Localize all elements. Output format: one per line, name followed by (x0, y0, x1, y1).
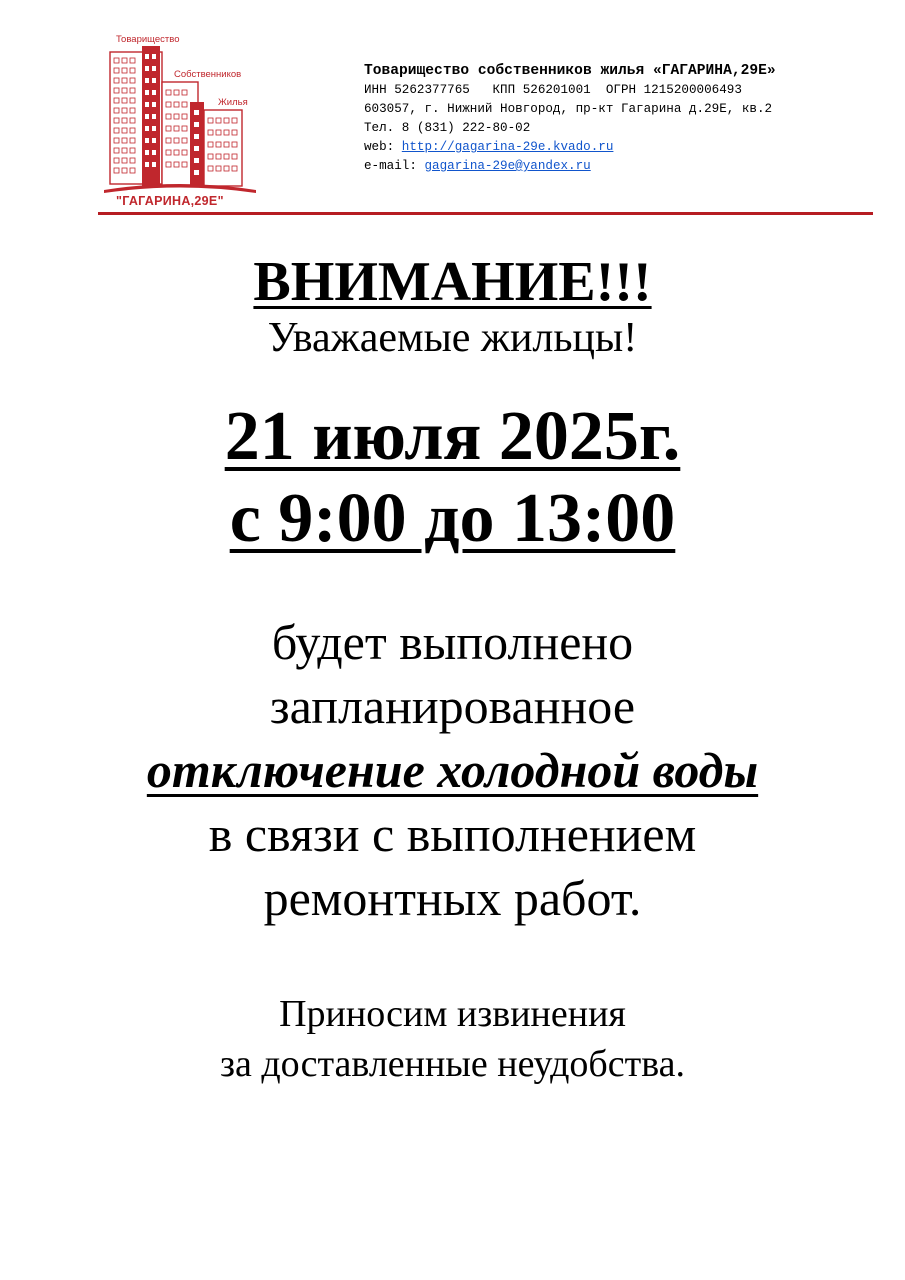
org-address: 603057, г. Нижний Новгород, пр-кт Гагарина д.29Е, кв.2 (364, 102, 773, 116)
hoa-logo (100, 30, 260, 215)
logo-word-partnership: Товарищество (116, 34, 180, 45)
notice-line-3 (0, 740, 905, 800)
attention-text: ВНИМАНИЕ!!! (253, 251, 652, 313)
buildings-icon (100, 30, 260, 215)
org-web-line (364, 138, 776, 157)
email-label: e-mail: (364, 159, 425, 173)
logo-word-owners: Собственников (174, 69, 242, 80)
org-email-line (364, 157, 776, 176)
greeting: Уважаемые жильцы! (267, 315, 638, 361)
outage-date (0, 398, 905, 476)
logo-name: "ГАГАРИНА,29Е" (116, 194, 224, 208)
org-phone: Тел. 8 (831) 222-80-02 (364, 121, 531, 135)
org-ids: ИНН 5262377765 КПП 526201001 ОГРН 1215200006493 (364, 83, 742, 97)
email-link[interactable]: gagarina-29e@yandex.ru (424, 159, 591, 173)
org-info (364, 62, 776, 176)
web-link[interactable]: http://gagarina-29e.kvado.ru (401, 140, 614, 154)
web-label: web: (364, 140, 402, 154)
notice-line-2: запланированное (269, 678, 636, 734)
org-title: Товарищество собственников жилья «ГАГАРИНА,29Е» (364, 63, 776, 79)
apology-line-2: за доставленные неудобства. (219, 1043, 686, 1085)
notice-line-1: будет выполнено (271, 614, 634, 670)
apology-line-1: Приносим извинения (279, 993, 626, 1035)
water-shutoff-text: отключение холодной воды (146, 742, 759, 798)
header-divider (98, 212, 873, 215)
attention-heading (0, 250, 905, 314)
logo-word-housing: Жилья (218, 97, 248, 108)
notice-line-5: ремонтных работ. (263, 870, 642, 926)
outage-date-text: 21 июля 2025г. (224, 398, 681, 475)
outage-time-text: с 9:00 до 13:00 (229, 480, 676, 557)
notice-line-4: в связи с выполнением (208, 806, 697, 862)
outage-time (0, 480, 905, 558)
